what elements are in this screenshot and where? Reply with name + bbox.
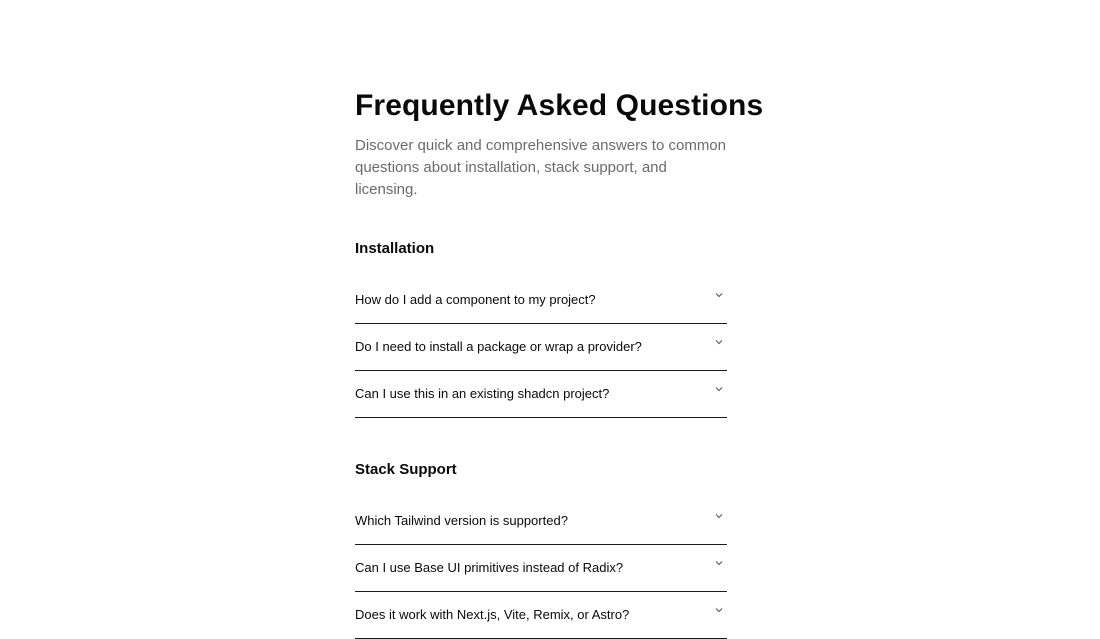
section-title: Stack Support [355,461,457,478]
faq-item[interactable] [355,545,727,592]
chevron-down-icon[interactable] [714,337,724,347]
faq-item[interactable] [355,371,727,418]
faq-list [355,277,727,418]
section-title: Installation [355,240,435,257]
page-title: Frequently Asked Questions [355,89,764,122]
faq-question: How do I add a component to my project? [355,292,596,307]
faq-question: Can I use Base UI primitives instead of Radix? [355,560,624,575]
chevron-down-icon[interactable] [714,605,724,615]
faq-question: Do I need to install a package or wrap a provider? [355,339,642,354]
faq-item[interactable] [355,498,727,545]
faq-section-installation [355,239,727,418]
chevron-down-icon[interactable] [714,290,724,300]
chevron-down-icon[interactable] [714,384,724,394]
faq-container [355,86,764,639]
faq-item[interactable] [355,277,727,324]
page-subtitle: Discover quick and comprehensive answers to common questions about installation, stack support, and licensing. [355,137,726,198]
faq-question: Can I use this in an existing shadcn project? [355,386,610,401]
faq-section-stack-support [355,460,727,639]
faq-list [355,498,727,639]
chevron-down-icon[interactable] [714,511,724,521]
faq-question: Does it work with Next.js, Vite, Remix, or Astro? [355,607,630,622]
chevron-down-icon[interactable] [714,558,724,568]
faq-question: Which Tailwind version is supported? [355,513,568,528]
faq-item[interactable] [355,592,727,639]
faq-item[interactable] [355,324,727,371]
